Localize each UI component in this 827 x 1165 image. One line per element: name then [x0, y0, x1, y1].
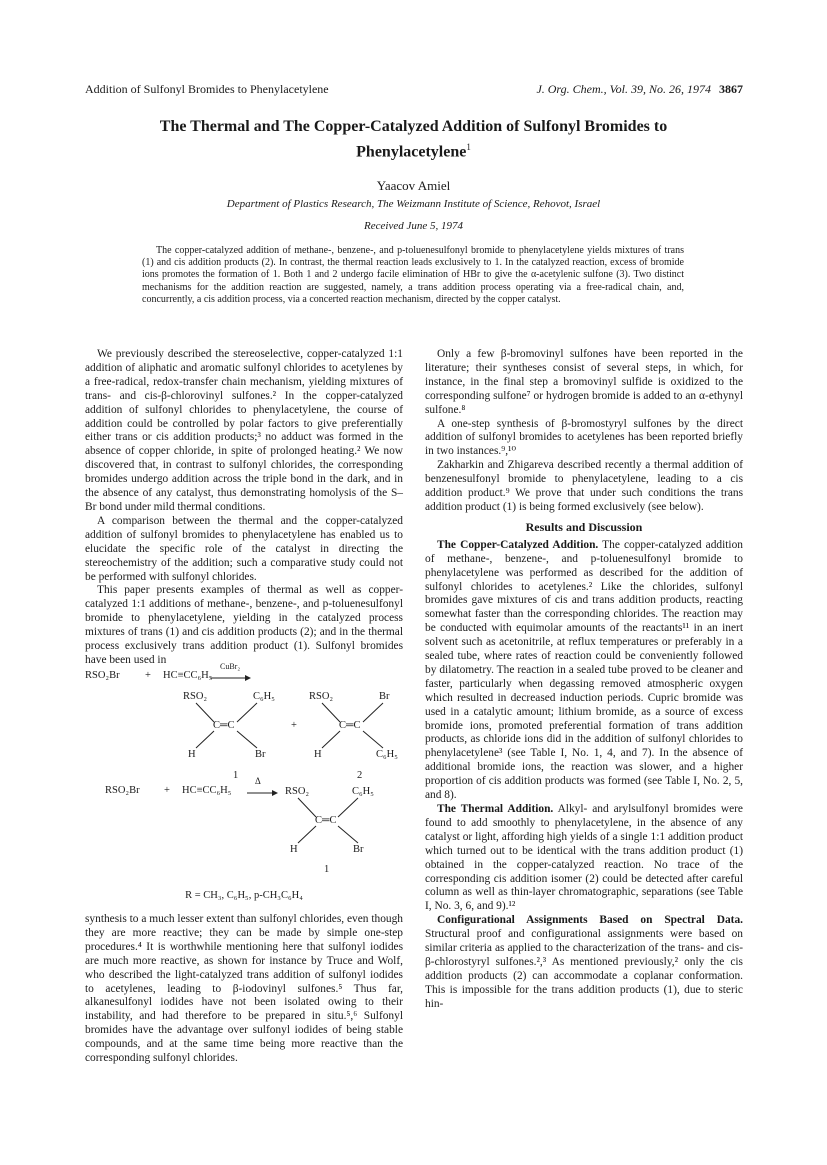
abstract: The copper-catalyzed addition of methane-, benzene-, and p-toluenesulfonyl bromide to phenylacetylene yields mixtures of trans (1) and cis addition products (2). In contrast, the thermal reaction leads exclusively to 1. In the catalyzed reaction, excess of bromide ions promotes the formation of 1. Both 1 and 2 undergo facile elimination of HBr to give the α-acetylenic sulfone (3). Two distinct mechanisms for the addition reaction are suggested, namely, a trans addition process operating via a free-radical chain, and, concurrently, a cis addition process, via a concerted reaction mechanism, directed by the copper catalyst. [142, 245, 684, 305]
affiliation: Department of Plastics Research, The Weizmann Institute of Science, Rehovot, Israel [226, 198, 601, 210]
subsection-lead: The Copper-Catalyzed Addition. [437, 538, 599, 551]
plus-sign: + [164, 785, 170, 796]
running-head-title: Addition of Sulfonyl Bromides to Phenylacetylene [85, 82, 329, 96]
double-bond: C═C [213, 720, 235, 731]
paragraph [425, 803, 743, 914]
title-footnote-mark: 1 [466, 142, 471, 152]
sulfonyl-group: RSO₂ [309, 691, 334, 702]
page-number: 3867 [719, 82, 743, 96]
reactant-sulfonyl-bromide: RSO₂Br [105, 785, 140, 796]
author: Yaacov Amiel [376, 178, 451, 193]
paragraph: A one-step synthesis of β-bromostyryl sulfones by the direct addition of sulfonyl bromides to acetylenes has been reported briefly in two instances.⁹,¹⁰ [425, 417, 743, 458]
compound-label-1: 1 [324, 864, 330, 875]
subsection-lead: Configurational Assignments Based on Spectral Data. [437, 914, 743, 927]
catalyst-label: CuBr₂ [220, 662, 241, 671]
paragraph: synthesis to a much lesser extent than sulfonyl chlorides, even though they are more reactive; they can be made by simple one-step procedures.⁴ It is worthwhile mentioning here that sulfonyl iodides are much more reactive, as shown for instance by Truce and Wolf, who described the light-catalyzed trans addition of sulfonyl iodides to acetylenes, leading to β-iodovinyl sulfones.⁵ Thus far, alkanesulfonyl iodides have not been isolated owing to their instability, and had therefore to be prepared in situ.⁵,⁶ Sulfonyl bromides have the advantage over sulfonyl iodides of being stable compounds, and at the same time being more reactive than the corresponding sulfonyl chlorides. [85, 913, 403, 1065]
bromine: Br [353, 844, 364, 855]
sulfonyl-group: RSO₂ [183, 691, 208, 702]
heat-symbol: Δ [255, 776, 261, 786]
article-title [100, 116, 727, 162]
title-line-2: Phenylacetylene [356, 143, 467, 161]
bromine: Br [379, 691, 390, 702]
section-heading: Results and Discussion [525, 519, 643, 534]
reactant-phenylacetylene: HC≡CC₆H₅ [163, 670, 213, 681]
paragraph-text: Structural proof and configurational assignments were based on similar criteria as applied to the characterization of the trans- and cis-β-chlorostyryl sulfones.²,³ As mentioned previously,² only the cis addition products (2) can accommodate a coplanar conformation. This is impossible for the trans addition products (1), due to steric hin- [425, 928, 743, 1010]
running-head [85, 82, 743, 98]
journal-citation: J. Org. Chem., Vol. 39, No. 26, 1974 [536, 82, 711, 96]
paragraph: We previously described the stereoselective, copper-catalyzed 1:1 addition of aliphatic and aromatic sulfonyl chlorides to acetylenes by a free-radical, redox-transfer chain mechanism, yielding mixtures of trans- and cis-β-chlorovinyl sulfones.² In the copper-catalyzed addition of sulfonyl chlorides to phenylacetylene, the course of addition could be controlled by polar factors to give preferentially either trans or cis addition products;³ no adduct was formed in the absence of copper chloride, in spite of prolonged heating.² We now discovered that, in contrast to sulfonyl chlorides, the corresponding bromides undergo addition across the triple bond in the dark, and in the absence of any catalyst, thus demonstrating homolysis of the S–Br bond under mild thermal conditions. [85, 348, 403, 513]
left-column [85, 348, 403, 668]
reactant-phenylacetylene: HC≡CC₆H₅ [182, 785, 232, 796]
title-line-1: The Thermal and The Copper-Catalyzed Addition of Sulfonyl Bromides to [159, 118, 668, 135]
phenyl-group: C₆H₅ [352, 786, 374, 797]
right-column [425, 348, 743, 1012]
paragraph [425, 539, 743, 803]
phenyl-group: C₆H₅ [253, 691, 275, 702]
compound-label-2: 2 [357, 770, 363, 781]
running-head-citation [536, 82, 743, 97]
paragraph: Zakharkin and Zhigareva described recently a thermal addition of benzenesulfonyl bromide to phenylacetylene, leading to a cis addition product.⁹ We prove that under such conditions the trans addition product (1) is being formed exclusively (see below). [425, 459, 743, 513]
reaction-scheme [85, 662, 403, 908]
sulfonyl-group: RSO₂ [285, 786, 310, 797]
hydrogen: H [314, 749, 322, 760]
double-bond: C═C [339, 720, 361, 731]
paragraph: A comparison between the thermal and the copper-catalyzed addition of sulfonyl bromides to phenylacetylene has enabled us to elucidate the specific role of the catalyst in directing the stereochemistry of the addition; such a comparative study could not be performed with sulfonyl chlorides. [85, 514, 403, 583]
bromine: Br [255, 749, 266, 760]
paragraph: This paper presents examples of thermal as well as copper-catalyzed 1:1 additions of methane-, benzene-, and p-toluenesulfonyl bromide to phenylacetylene, yielding in the catalyzed process mixtures of trans (1) and cis addition products (2); and in the thermal process exclusively trans addition product (1). Sulfonyl bromides have been used in [85, 584, 403, 666]
hydrogen: H [188, 749, 196, 760]
r-group-definition: R = CH₃, C₆H₅, p-CH₃C₆H₄ [185, 890, 303, 901]
subsection-lead: The Thermal Addition. [437, 803, 554, 815]
double-bond: C═C [315, 815, 337, 826]
plus-sign: + [291, 720, 297, 731]
paragraph: Only a few β-bromovinyl sulfones have been reported in the literature; their syntheses consist of several steps, in which, for instance, in the final step a bromovinyl sulfide is oxidized to the corresponding sulfone⁷ or hydrogen bromide is added to an α-ethynyl sulfone.⁸ [425, 348, 743, 416]
compound-label-1: 1 [233, 770, 239, 781]
left-column-continued [85, 913, 403, 1066]
hydrogen: H [290, 844, 298, 855]
paragraph-text: Alkyl- and arylsulfonyl bromides were found to add smoothly to phenylacetylene, in the absence of any catalyst or light, affording high yields of a single 1:1 addition product which turned out to be identical with the trans addition product (1) obtained in the copper-catalyzed reaction. No trace of the corresponding cis addition isomer (2) could be detected after careful column as well as thin-layer chromatographic, separations (see Table I, No. 3, 6, and 9).¹² [425, 803, 743, 913]
paragraph-text: The copper-catalyzed addition of methane-, benzene-, and p-toluenesulfonyl bromide to phenylacetylene was performed as described for the addition of sulfonyl chlorides to acetylenes.² Like the chlorides, sulfonyl bromides gave mixtures of cis and trans addition products, reacting somewhat faster than the corresponding chlorides. The reaction may be conducted with equimolar amounts of the reactants¹¹ in an inert solvent such as acetonitrile, at reflux temperatures or preferably in a sealed tube, where rates of reaction could be conveniently followed by dilatometry. The reaction in a sealed tube proved to be cleaner and faster, particularly when degassing removed atmospheric oxygen which resulted in decreased induction periods. Cupric bromide was used in a catalytic amount; lithium bromide, as a source of excess bromide ions, promoted preferential formation of trans addition products, as chloride ions did in the addition of sulfonyl chlorides to phenylacetylene³ (see Table I, No. 1, 4, and 7). In the absence of additional bromide ions, the reaction was slower, and a higher proportion of cis addition products was formed (see Table I, No. 2, 5, and 8). [425, 538, 743, 802]
plus-sign: + [145, 670, 151, 681]
reactant-sulfonyl-bromide: RSO₂Br [85, 670, 120, 681]
paragraph [425, 914, 743, 1011]
received-date: Received June 5, 1974 [364, 220, 463, 232]
phenyl-group: C₆H₅ [376, 749, 398, 760]
